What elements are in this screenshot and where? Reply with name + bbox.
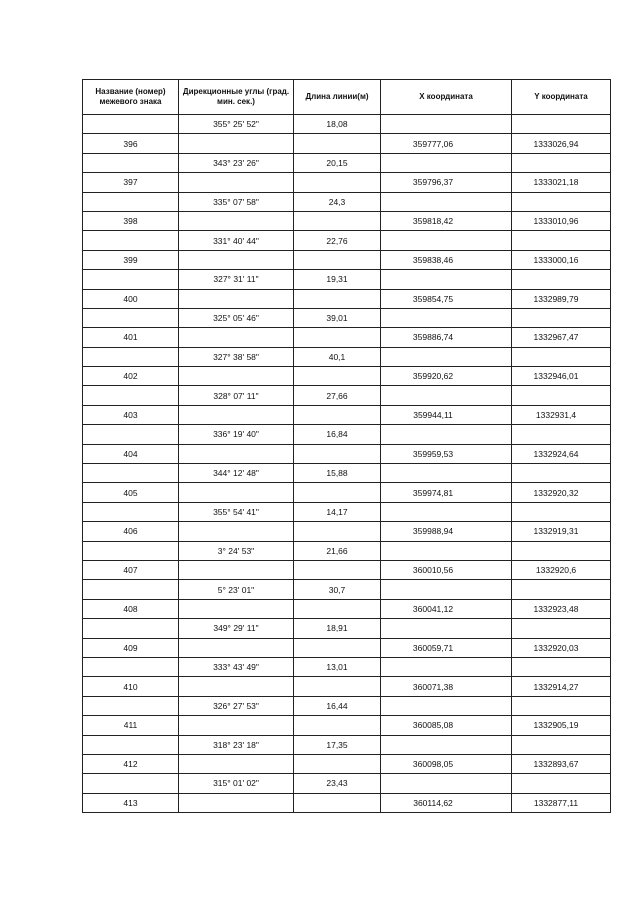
empty-cell (512, 153, 611, 172)
point-row (83, 328, 611, 347)
y-coordinate-cell: 1332920,32 (512, 483, 611, 502)
y-coordinate-cell: 1333010,96 (512, 211, 611, 230)
point-row (83, 754, 611, 773)
line-length-cell: 16,44 (294, 696, 381, 715)
point-name-cell: 401 (83, 328, 179, 347)
empty-cell (83, 541, 179, 560)
y-coordinate-cell: 1333000,16 (512, 250, 611, 269)
empty-cell (294, 522, 381, 541)
empty-cell (83, 502, 179, 521)
direction-angle-cell: 331° 40' 44" (179, 231, 294, 250)
point-name-cell: 413 (83, 793, 179, 812)
segment-row (83, 541, 611, 560)
empty-cell (83, 580, 179, 599)
x-coordinate-cell: 359944,11 (381, 405, 512, 424)
empty-cell (179, 444, 294, 463)
point-name-cell: 406 (83, 522, 179, 541)
y-coordinate-cell: 1332920,6 (512, 560, 611, 579)
line-length-cell: 20,15 (294, 153, 381, 172)
point-name-cell: 402 (83, 367, 179, 386)
empty-cell (179, 522, 294, 541)
empty-cell (179, 250, 294, 269)
line-length-cell: 18,91 (294, 619, 381, 638)
empty-cell (83, 115, 179, 134)
line-length-cell: 21,66 (294, 541, 381, 560)
point-row (83, 483, 611, 502)
header-direction-angle: Дирекционные углы (град. мин. сек.) (179, 80, 294, 115)
line-length-cell: 17,35 (294, 735, 381, 754)
empty-cell (179, 173, 294, 192)
empty-cell (512, 464, 611, 483)
empty-cell (83, 657, 179, 676)
x-coordinate-cell: 360010,56 (381, 560, 512, 579)
empty-cell (294, 483, 381, 502)
x-coordinate-cell: 359777,06 (381, 134, 512, 153)
empty-cell (512, 619, 611, 638)
empty-cell (179, 367, 294, 386)
segment-row (83, 696, 611, 715)
x-coordinate-cell: 360059,71 (381, 638, 512, 657)
empty-cell (179, 328, 294, 347)
empty-cell (381, 153, 512, 172)
empty-cell (179, 677, 294, 696)
empty-cell (179, 560, 294, 579)
empty-cell (179, 405, 294, 424)
y-coordinate-cell: 1332893,67 (512, 754, 611, 773)
segment-row (83, 347, 611, 366)
empty-cell (512, 657, 611, 676)
point-row (83, 250, 611, 269)
empty-cell (83, 231, 179, 250)
point-name-cell: 409 (83, 638, 179, 657)
empty-cell (381, 347, 512, 366)
point-row (83, 677, 611, 696)
segment-row (83, 425, 611, 444)
empty-cell (512, 425, 611, 444)
empty-cell (512, 231, 611, 250)
point-name-cell: 403 (83, 405, 179, 424)
x-coordinate-cell: 359838,46 (381, 250, 512, 269)
header-x-coordinate: X координата (381, 80, 512, 115)
empty-cell (381, 502, 512, 521)
empty-cell (294, 250, 381, 269)
empty-cell (294, 793, 381, 812)
x-coordinate-cell: 359796,37 (381, 173, 512, 192)
segment-row (83, 231, 611, 250)
empty-cell (381, 774, 512, 793)
y-coordinate-cell: 1332920,03 (512, 638, 611, 657)
point-name-cell: 408 (83, 599, 179, 618)
empty-cell (179, 483, 294, 502)
empty-cell (83, 153, 179, 172)
line-length-cell: 27,66 (294, 386, 381, 405)
x-coordinate-cell: 359959,53 (381, 444, 512, 463)
point-row (83, 638, 611, 657)
point-row (83, 599, 611, 618)
empty-cell (381, 270, 512, 289)
segment-row (83, 502, 611, 521)
point-name-cell: 405 (83, 483, 179, 502)
empty-cell (294, 289, 381, 308)
segment-row (83, 192, 611, 211)
y-coordinate-cell: 1332931,4 (512, 405, 611, 424)
empty-cell (381, 464, 512, 483)
point-row (83, 134, 611, 153)
y-coordinate-cell: 1332919,31 (512, 522, 611, 541)
y-coordinate-cell: 1332989,79 (512, 289, 611, 308)
direction-angle-cell: 318° 23' 18" (179, 735, 294, 754)
y-coordinate-cell: 1332967,47 (512, 328, 611, 347)
x-coordinate-cell: 360114,62 (381, 793, 512, 812)
empty-cell (179, 754, 294, 773)
line-length-cell: 19,31 (294, 270, 381, 289)
direction-angle-cell: 335° 07' 58" (179, 192, 294, 211)
point-name-cell: 400 (83, 289, 179, 308)
line-length-cell: 24,3 (294, 192, 381, 211)
empty-cell (512, 580, 611, 599)
point-name-cell: 407 (83, 560, 179, 579)
x-coordinate-cell: 359818,42 (381, 211, 512, 230)
y-coordinate-cell: 1332946,01 (512, 367, 611, 386)
line-length-cell: 30,7 (294, 580, 381, 599)
segment-row (83, 115, 611, 134)
header-point-name: Название (номер) межевого знака (83, 80, 179, 115)
empty-cell (512, 696, 611, 715)
boundary-coordinates-table (82, 79, 611, 813)
empty-cell (512, 270, 611, 289)
point-name-cell: 397 (83, 173, 179, 192)
empty-cell (83, 619, 179, 638)
direction-angle-cell: 355° 25' 52" (179, 115, 294, 134)
point-row (83, 289, 611, 308)
empty-cell (381, 425, 512, 444)
segment-row (83, 464, 611, 483)
empty-cell (512, 192, 611, 211)
segment-row (83, 774, 611, 793)
header-y-coordinate: Y координата (512, 80, 611, 115)
x-coordinate-cell: 359920,62 (381, 367, 512, 386)
line-length-cell: 18,08 (294, 115, 381, 134)
direction-angle-cell: 3° 24' 53" (179, 541, 294, 560)
direction-angle-cell: 355° 54' 41" (179, 502, 294, 521)
direction-angle-cell: 315° 01' 02" (179, 774, 294, 793)
empty-cell (83, 386, 179, 405)
empty-cell (381, 231, 512, 250)
direction-angle-cell: 328° 07' 11" (179, 386, 294, 405)
x-coordinate-cell: 359886,74 (381, 328, 512, 347)
empty-cell (512, 735, 611, 754)
segment-row (83, 308, 611, 327)
empty-cell (294, 754, 381, 773)
empty-cell (381, 580, 512, 599)
direction-angle-cell: 326° 27' 53" (179, 696, 294, 715)
y-coordinate-cell: 1332924,64 (512, 444, 611, 463)
point-name-cell: 396 (83, 134, 179, 153)
x-coordinate-cell: 360085,08 (381, 716, 512, 735)
direction-angle-cell: 325° 05' 46" (179, 308, 294, 327)
direction-angle-cell: 327° 31' 11" (179, 270, 294, 289)
empty-cell (83, 270, 179, 289)
segment-row (83, 386, 611, 405)
segment-row (83, 619, 611, 638)
direction-angle-cell: 344° 12' 48" (179, 464, 294, 483)
empty-cell (83, 347, 179, 366)
empty-cell (83, 735, 179, 754)
empty-cell (294, 134, 381, 153)
point-row (83, 716, 611, 735)
direction-angle-cell: 327° 38' 58" (179, 347, 294, 366)
empty-cell (381, 541, 512, 560)
empty-cell (512, 541, 611, 560)
empty-cell (381, 192, 512, 211)
empty-cell (83, 696, 179, 715)
empty-cell (294, 405, 381, 424)
segment-row (83, 580, 611, 599)
line-length-cell: 39,01 (294, 308, 381, 327)
x-coordinate-cell: 359988,94 (381, 522, 512, 541)
empty-cell (179, 599, 294, 618)
y-coordinate-cell: 1332914,27 (512, 677, 611, 696)
point-name-cell: 399 (83, 250, 179, 269)
empty-cell (179, 134, 294, 153)
point-row (83, 173, 611, 192)
empty-cell (179, 716, 294, 735)
empty-cell (381, 657, 512, 676)
segment-row (83, 153, 611, 172)
direction-angle-cell: 5° 23' 01" (179, 580, 294, 599)
empty-cell (83, 425, 179, 444)
empty-cell (381, 115, 512, 134)
x-coordinate-cell: 359974,81 (381, 483, 512, 502)
empty-cell (512, 347, 611, 366)
empty-cell (294, 677, 381, 696)
line-length-cell: 16,84 (294, 425, 381, 444)
line-length-cell: 22,76 (294, 231, 381, 250)
y-coordinate-cell: 1332905,19 (512, 716, 611, 735)
empty-cell (294, 173, 381, 192)
point-name-cell: 404 (83, 444, 179, 463)
line-length-cell: 23,43 (294, 774, 381, 793)
x-coordinate-cell: 359854,75 (381, 289, 512, 308)
line-length-cell: 14,17 (294, 502, 381, 521)
empty-cell (381, 696, 512, 715)
empty-cell (294, 638, 381, 657)
empty-cell (512, 308, 611, 327)
segment-row (83, 735, 611, 754)
empty-cell (512, 115, 611, 134)
empty-cell (179, 638, 294, 657)
empty-cell (294, 367, 381, 386)
point-row (83, 444, 611, 463)
point-name-cell: 412 (83, 754, 179, 773)
table-header-row (83, 80, 611, 115)
header-line-length: Длина линии(м) (294, 80, 381, 115)
table-body (83, 115, 611, 813)
point-name-cell: 398 (83, 211, 179, 230)
point-name-cell: 411 (83, 716, 179, 735)
point-row (83, 522, 611, 541)
empty-cell (83, 308, 179, 327)
line-length-cell: 15,88 (294, 464, 381, 483)
empty-cell (294, 599, 381, 618)
empty-cell (294, 328, 381, 347)
empty-cell (294, 560, 381, 579)
empty-cell (294, 444, 381, 463)
direction-angle-cell: 333° 43' 49" (179, 657, 294, 676)
empty-cell (381, 308, 512, 327)
point-row (83, 211, 611, 230)
empty-cell (83, 464, 179, 483)
line-length-cell: 40,1 (294, 347, 381, 366)
empty-cell (512, 774, 611, 793)
point-row (83, 560, 611, 579)
point-name-cell: 410 (83, 677, 179, 696)
empty-cell (179, 793, 294, 812)
direction-angle-cell: 349° 29' 11" (179, 619, 294, 638)
empty-cell (512, 502, 611, 521)
y-coordinate-cell: 1332877,11 (512, 793, 611, 812)
direction-angle-cell: 336° 19' 40" (179, 425, 294, 444)
empty-cell (294, 716, 381, 735)
segment-row (83, 657, 611, 676)
empty-cell (381, 735, 512, 754)
empty-cell (294, 211, 381, 230)
empty-cell (179, 289, 294, 308)
line-length-cell: 13,01 (294, 657, 381, 676)
point-row (83, 405, 611, 424)
point-row (83, 793, 611, 812)
empty-cell (381, 386, 512, 405)
x-coordinate-cell: 360098,05 (381, 754, 512, 773)
x-coordinate-cell: 360071,38 (381, 677, 512, 696)
empty-cell (83, 774, 179, 793)
y-coordinate-cell: 1333026,94 (512, 134, 611, 153)
x-coordinate-cell: 360041,12 (381, 599, 512, 618)
point-row (83, 367, 611, 386)
empty-cell (512, 386, 611, 405)
direction-angle-cell: 343° 23' 26" (179, 153, 294, 172)
segment-row (83, 270, 611, 289)
y-coordinate-cell: 1332923,48 (512, 599, 611, 618)
empty-cell (179, 211, 294, 230)
empty-cell (83, 192, 179, 211)
empty-cell (381, 619, 512, 638)
y-coordinate-cell: 1333021,18 (512, 173, 611, 192)
